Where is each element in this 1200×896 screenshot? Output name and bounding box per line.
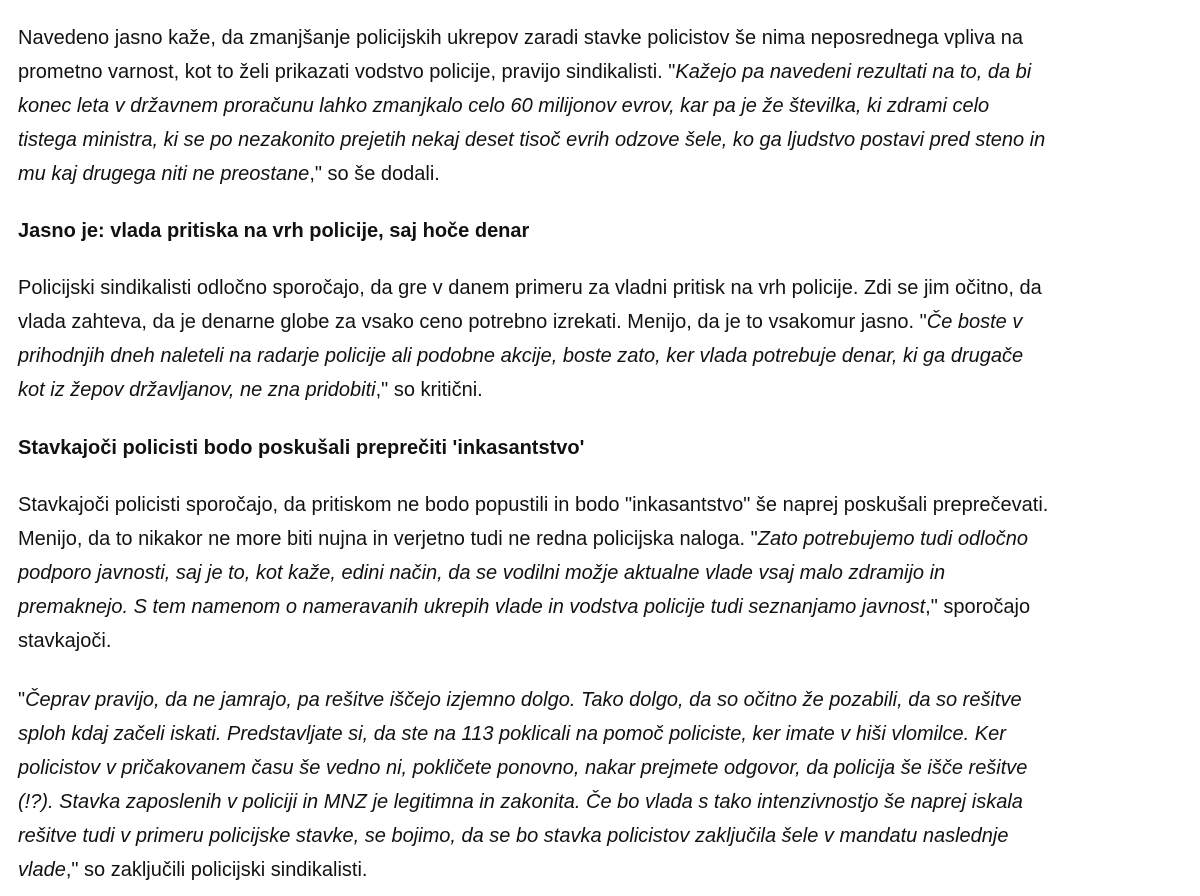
- body-text: Menijo, da to nikakor ne more biti nujna in verjetno tudi ne redna policijska naloga. ": [18, 528, 758, 550]
- paragraph-line: [18, 21, 1045, 55]
- quote-text: kot iz žepov državljanov, ne zna pridobiti: [18, 379, 376, 401]
- paragraph-line: [18, 55, 1045, 89]
- paragraph-line: [18, 624, 1048, 658]
- quote-text: konec leta v državnem proračunu lahko zmanjkalo celo 60 milijonov evrov, kar pa je že številka, ki zdrami celo: [18, 95, 990, 117]
- quote-text: Če boste v: [926, 311, 1023, 333]
- quote-text: Zato potrebujemo tudi odločno: [757, 528, 1028, 550]
- quote-text: policistov v pričakovanem času še vedno ni, pokličete ponovno, nakar prejmete odgovor, da policija še išče rešitve: [18, 757, 1028, 779]
- quote-text: rešitve tudi v primeru policijske stavke, se bojimo, da se bo stavka policistov zaključila šele v mandatu naslednje: [18, 825, 1009, 847]
- body-text: ," so zaključili policijski sindikalisti.: [65, 859, 368, 881]
- paragraph-line: [18, 305, 1042, 339]
- body-text: ": [18, 689, 26, 711]
- paragraph-line: [18, 785, 1027, 819]
- section-heading: Jasno je: vlada pritiska na vrh policije, saj hoče denar: [18, 220, 530, 242]
- body-text: ," so kritični.: [375, 379, 483, 401]
- article-paragraph: [18, 683, 1027, 887]
- paragraph-line: [18, 717, 1027, 751]
- paragraph-line: [18, 89, 1045, 123]
- paragraph-line: [18, 373, 1042, 407]
- quote-text: mu kaj drugega niti ne preostane: [18, 163, 310, 185]
- quote-text: vlade: [18, 859, 66, 881]
- paragraph-line: [18, 271, 1042, 305]
- paragraph-line: [18, 339, 1042, 373]
- body-text: stavkajoči.: [18, 630, 112, 652]
- body-text: ," sporočajo: [925, 596, 1031, 618]
- quote-text: sploh kdaj začeli iskati. Predstavljate si, da ste na 113 poklicali na pomoč policiste, ker imate v hiši vlomilce. Ker: [18, 723, 1006, 745]
- body-text: Navedeno jasno kaže, da zmanjšanje policijskih ukrepov zaradi stavke policistov še nima neposrednega vpliva na: [18, 27, 1024, 49]
- quote-text: Kažejo pa navedeni rezultati na to, da bi: [675, 61, 1032, 83]
- paragraph-line: [18, 157, 1045, 191]
- paragraph-line: [18, 590, 1048, 624]
- body-text: Policijski sindikalisti odločno sporočajo, da gre v danem primeru za vladni pritisk na vrh policije. Zdi se jim očitno, da: [18, 277, 1042, 299]
- body-text: ," so še dodali.: [309, 163, 440, 185]
- quote-text: (!?). Stavka zaposlenih v policiji in MNZ je legitimna in zakonita. Če bo vlada s tako intenzivnostjo še naprej iskala: [18, 791, 1023, 813]
- article-paragraph: [18, 271, 1042, 407]
- paragraph-line: [18, 683, 1027, 717]
- article-paragraph: [18, 488, 1048, 658]
- paragraph-line: [18, 522, 1048, 556]
- body-text: prometno varnost, kot to želi prikazati vodstvo policije, pravijo sindikalisti. ": [18, 61, 676, 83]
- section-heading: Stavkajoči policisti bodo poskušali preprečiti 'inkasantstvo': [18, 437, 585, 459]
- paragraph-line: [18, 751, 1027, 785]
- quote-text: prihodnjih dneh naleteli na radarje policije ali podobne akcije, boste zato, ker vlada potrebuje denar, ki ga drugače: [18, 345, 1024, 367]
- article-paragraph: [18, 21, 1045, 191]
- paragraph-line: [18, 488, 1048, 522]
- quote-text: Čeprav pravijo, da ne jamrajo, pa rešitve iščejo izjemno dolgo. Tako dolgo, da so očitno že pozabili, da so rešitve: [25, 689, 1022, 711]
- body-text: Stavkajoči policisti sporočajo, da pritiskom ne bodo popustili in bodo "inkasantstvo" še naprej poskušali preprečevati.: [18, 494, 1049, 516]
- quote-text: tistega ministra, ki se po nezakonito prejetih nekaj deset tisoč evrih odzove šele, ko ga ljudstvo postavi pred steno in: [18, 129, 1046, 151]
- paragraph-line: [18, 819, 1027, 853]
- paragraph-line: [18, 853, 1027, 887]
- body-text: vlada zahteva, da je denarne globe za vsako ceno potrebno izrekati. Menijo, da je to vsakomur jasno. ": [18, 311, 927, 333]
- quote-text: podporo javnosti, saj je to, kot kaže, edini način, da se vodilni možje aktualne vlade vsaj malo zdramijo in: [18, 562, 946, 584]
- quote-text: premaknejo. S tem namenom o nameravanih ukrepih vlade in vodstva policije tudi seznanjamo javnost: [18, 596, 926, 618]
- paragraph-line: [18, 556, 1048, 590]
- paragraph-line: [18, 123, 1045, 157]
